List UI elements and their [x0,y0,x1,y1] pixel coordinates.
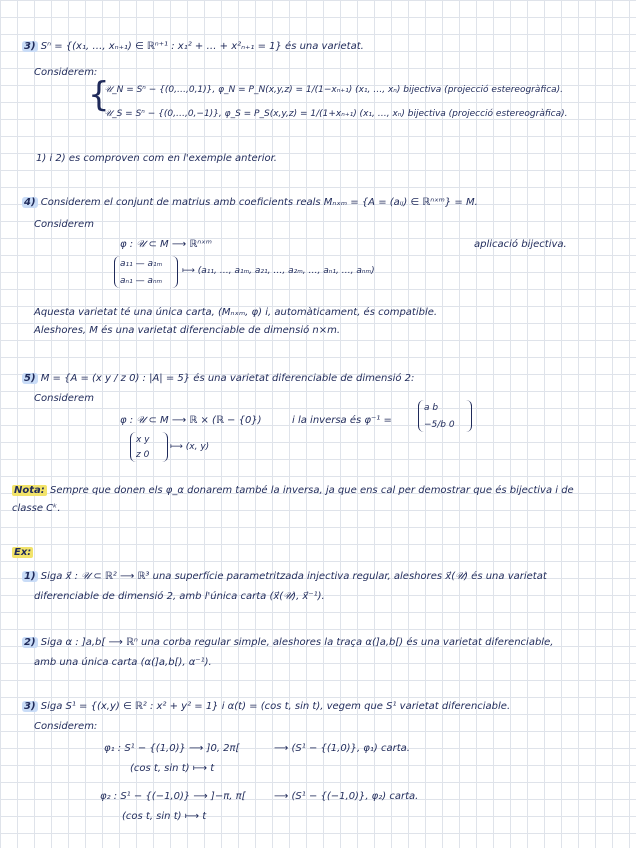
ex-3-chart-1-map: φ₁ : S¹ − {(1,0)} ⟶ ]0, 2π[ [104,743,240,754]
ex-1-text: Siga x⃗ : 𝒰 ⊂ ℝ² ⟶ ℝ³ una superfície parametritzada injectiva regular, aleshores x⃗(𝒰) és una varietat [40,571,547,582]
section-5-matrix-bottom: z 0 [136,450,150,460]
ex-3-chart-2-image: (cos t, sin t) ⟼ t [122,811,207,822]
ex-3-chart-1-note: ⟶ (S¹ − {(1,0)}, φ₁) carta. [274,743,410,754]
section-4-line-b: Aleshores, M és una varietat diferenciable de dimensió n×m. [34,325,341,336]
section-4-matrix-bottom: aₙ₁ — aₙₘ [120,276,163,286]
section-3-consider: Considerem: [34,67,98,78]
section-5-inverse-top: a b [424,403,439,413]
section-3-chart-south: 𝒰_S = Sⁿ − {(0,…,0,−1)}, φ_S = P_S(x,y,z) = 1/(1+xₙ₊₁) (x₁, …, xₙ) bijectiva (projecció estereogràfica). [104,109,568,119]
section-3-number: 3) [24,41,36,52]
ex-2-line-2: amb una única carta (α(]a,b[), α⁻¹). [34,657,212,668]
ex-3-chart-2-note: ⟶ (S¹ − {(−1,0)}, φ₂) carta. [274,791,419,802]
section-5-inverse-text: i la inversa és φ⁻¹ = [292,415,392,426]
section-5-number: 5) [24,373,36,384]
section-4-matrix-image: ⟼ (a₁₁, …, a₁ₘ, a₂₁, …, a₂ₘ, …, aₙ₁, …, aₙₘ) [182,266,375,276]
ex-3-chart-2-map: φ₂ : S¹ − {(−1,0)} ⟶ ]−π, π[ [100,791,246,802]
section-4-number: 4) [24,197,36,208]
ex-3-number: 3) [24,701,36,712]
ex-3-line-1 [22,700,510,713]
section-5-title [22,372,414,385]
section-5-map: φ : 𝒰 ⊂ M ⟶ ℝ × (ℝ − {0}) [120,415,262,426]
brace-icon: { [88,75,110,115]
ex-1-number: 1) [24,571,36,582]
section-4-title [22,196,478,209]
nota-line-1 [12,484,574,497]
ex-3-consider: Considerem: [34,721,98,732]
ex-2-text: Siga α : ]a,b[ ⟶ ℝⁿ una corba regular simple, aleshores la traça α(]a,b[) és una varietat diferenciable, [40,637,554,648]
section-3-note: 1) i 2) es comproven com en l'exemple anterior. [36,153,277,164]
ex-label-row [12,546,33,559]
ex-1-line-2: diferenciable de dimensió 2, amb l'única carta (x⃗(𝒰), x⃗⁻¹). [34,591,325,602]
ex-1-line-1 [22,570,547,583]
section-5-statement: M = {A = (x y / z 0) : |A| = 5} és una varietat diferenciable de dimensió 2: [40,373,415,384]
ex-2-line-1 [22,636,553,649]
ex-2-number: 2) [24,637,36,648]
section-3-title [22,40,364,53]
section-4-line-a: Aquesta varietat té una única carta, (Mₙₓₘ, φ) i, automàticament, és compatible. [34,307,438,318]
section-4-matrix-top: a₁₁ — a₁ₘ [120,259,163,269]
section-4-map-note: aplicació bijectiva. [474,239,567,250]
section-5-inverse-bottom: −5/b 0 [424,420,455,430]
section-4-map: φ : 𝒰 ⊂ M ⟶ ℝⁿˣᵐ [120,239,212,250]
nota-label: Nota: [14,485,45,496]
nota-line-2: classe Cᵏ. [12,503,61,514]
section-3-chart-north: 𝒰_N = Sⁿ − {(0,…,0,1)}, φ_N = P_N(x,y,z) = 1/(1−xₙ₊₁) (x₁, …, xₙ) bijectiva (projecció estereogràfica). [104,85,564,95]
section-5-matrix-image: ⟼ (x, y) [170,442,210,452]
section-5-matrix-top: x y [136,435,150,445]
ex-label: Ex: [14,547,32,558]
section-5-consider: Considerem [34,393,94,404]
ex-3-chart-1-image: (cos t, sin t) ⟼ t [130,763,215,774]
section-4-consider: Considerem [34,219,94,230]
section-3-statement: Sⁿ = {(x₁, …, xₙ₊₁) ∈ ℝⁿ⁺¹ : x₁² + … + x²ₙ₊₁ = 1} és una varietat. [40,41,364,52]
section-4-statement: Considerem el conjunt de matrius amb coeficients reals Mₙₓₘ = {A = (aᵢⱼ) ∈ ℝⁿˣᵐ} = M. [40,197,478,208]
ex-3-text: Siga S¹ = {(x,y) ∈ ℝ² : x² + y² = 1} i α(t) = (cos t, sin t), vegem que S¹ varietat diferenciable. [40,701,511,712]
nota-text: Sempre que donen els φ_α donarem també la inversa, ja que ens cal per demostrar que és bijectiva i de [49,485,574,496]
